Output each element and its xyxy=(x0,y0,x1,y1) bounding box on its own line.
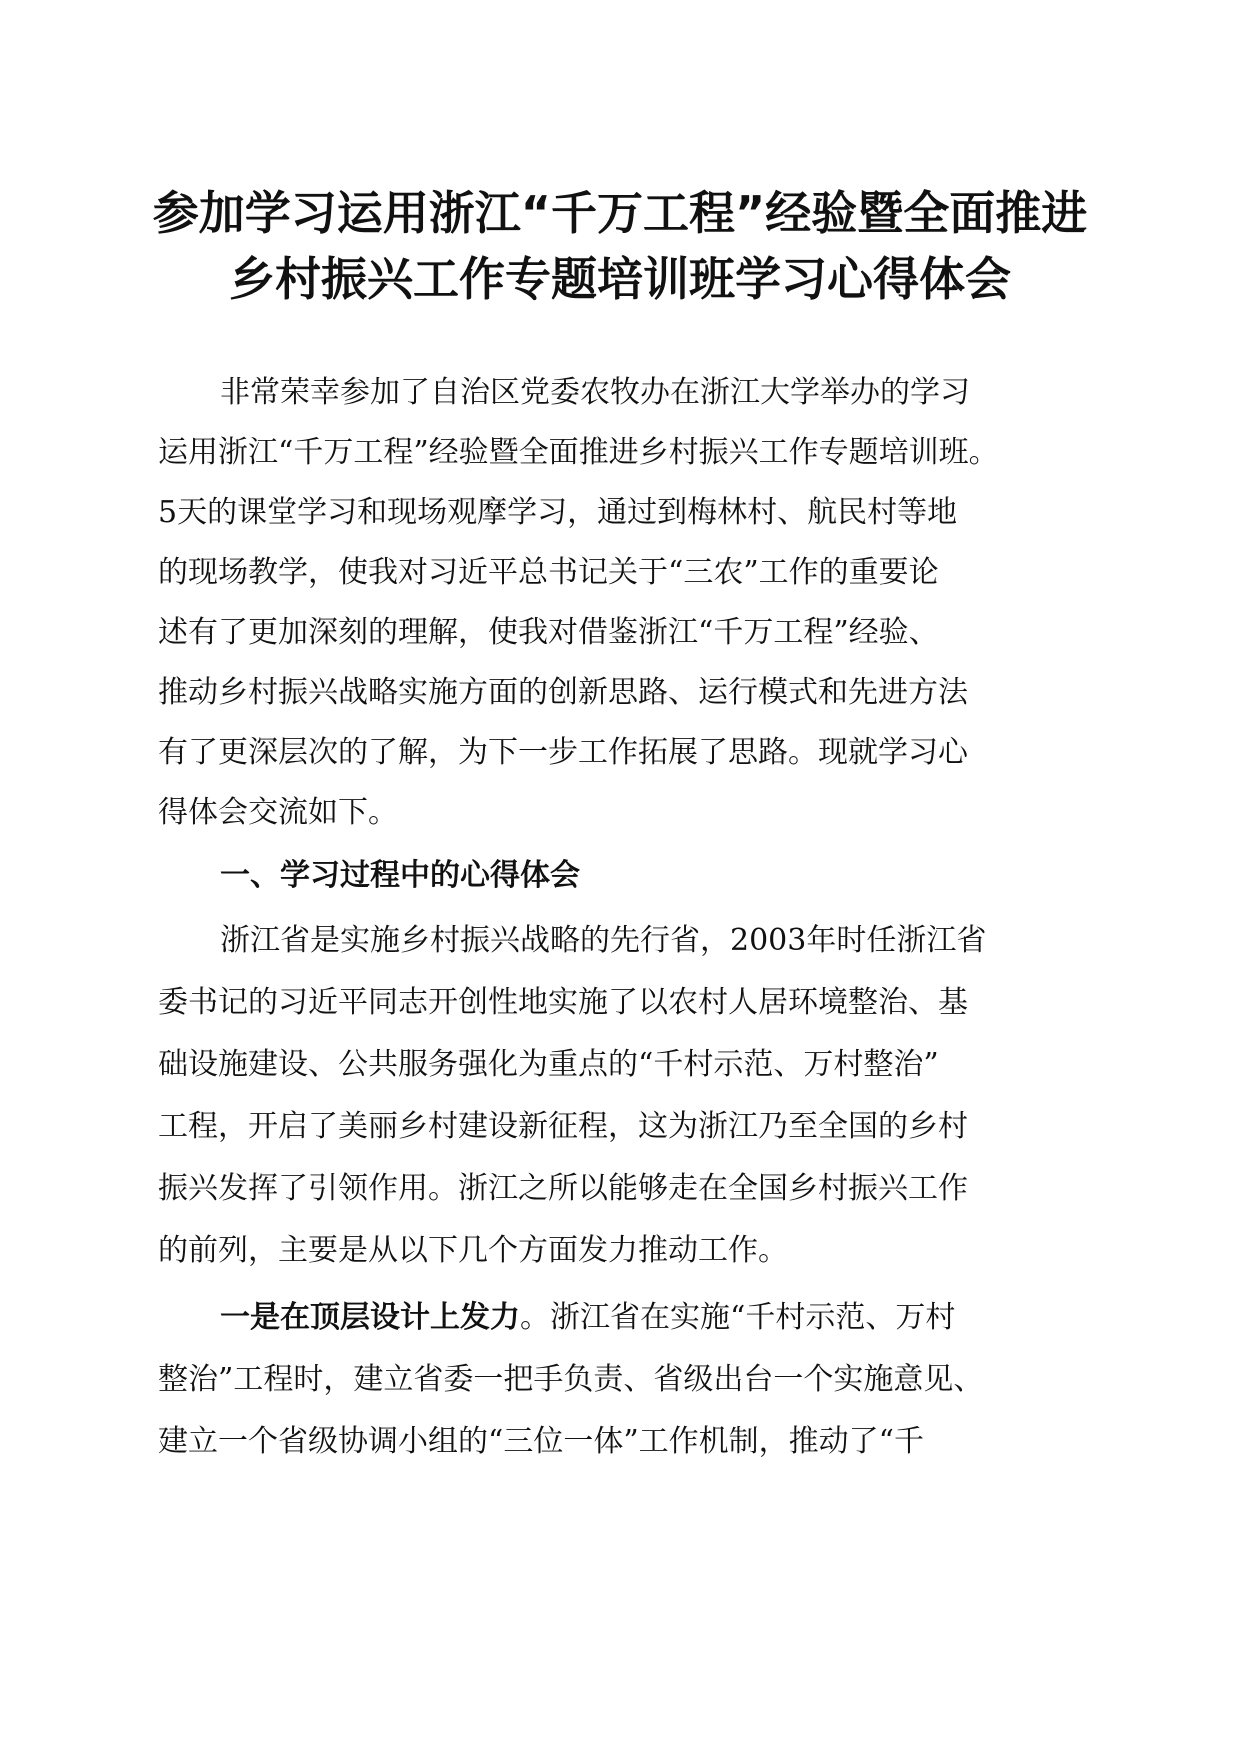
paragraph-2-line: 工程，开启了美丽乡村建设新征程，这为浙江乃至全国的乡村 xyxy=(158,1109,968,1144)
section-heading: 一、学习过程中的心得体会 xyxy=(220,858,580,893)
paragraph-1-line: 运用浙江“千万工程”经验暨全面推进乡村振兴工作专题培训班。 xyxy=(158,435,999,470)
paragraph-3-line: 整治”工程时，建立省委一把手负责、省级出台一个实施意见、 xyxy=(158,1362,984,1397)
paragraph-2-line: 振兴发挥了引领作用。浙江之所以能够走在全国乡村振兴工作 xyxy=(158,1171,968,1206)
document-title-line-2: 乡村振兴工作专题培训班学习心得体会 xyxy=(229,252,1011,306)
paragraph-3-lead: 一是在顶层设计上发力 xyxy=(220,1300,520,1335)
paragraph-2-line: 的前列，主要是从以下几个方面发力推动工作。 xyxy=(158,1233,788,1268)
paragraph-1-line: 有了更深层次的了解，为下一步工作拓展了思路。现就学习心 xyxy=(158,735,968,770)
paragraph-1-line: 得体会交流如下。 xyxy=(158,795,398,830)
paragraph-2-line: 浙江省是实施乡村振兴战略的先行省，2003年时任浙江省 xyxy=(220,923,987,958)
paragraph-3-first-rest: 。浙江省在实施“千村示范、万村 xyxy=(520,1300,956,1335)
paragraph-1-line: 非常荣幸参加了自治区党委农牧办在浙江大学举办的学习 xyxy=(220,375,970,410)
paragraph-2-line: 础设施建设、公共服务强化为重点的“千村示范、万村整治” xyxy=(158,1047,939,1082)
paragraph-1-line: 的现场教学，使我对习近平总书记关于“三农”工作的重要论 xyxy=(158,555,939,590)
paragraph-3-first-line xyxy=(220,1298,955,1338)
paragraph-1-line: 述有了更加深刻的理解，使我对借鉴浙江“千万工程”经验、 xyxy=(158,615,939,650)
paragraph-3-line: 建立一个省级协调小组的“三位一体”工作机制，推动了“千 xyxy=(158,1424,925,1459)
document-title-line-1: 参加学习运用浙江“千万工程”经验暨全面推进 xyxy=(152,186,1088,240)
paragraph-1-line: 5天的课堂学习和现场观摩学习，通过到梅林村、航民村等地 xyxy=(158,495,958,530)
paragraph-1-line: 推动乡村振兴战略实施方面的创新思路、运行模式和先进方法 xyxy=(158,675,968,710)
paragraph-2-line: 委书记的习近平同志开创性地实施了以农村人居环境整治、基 xyxy=(158,985,968,1020)
